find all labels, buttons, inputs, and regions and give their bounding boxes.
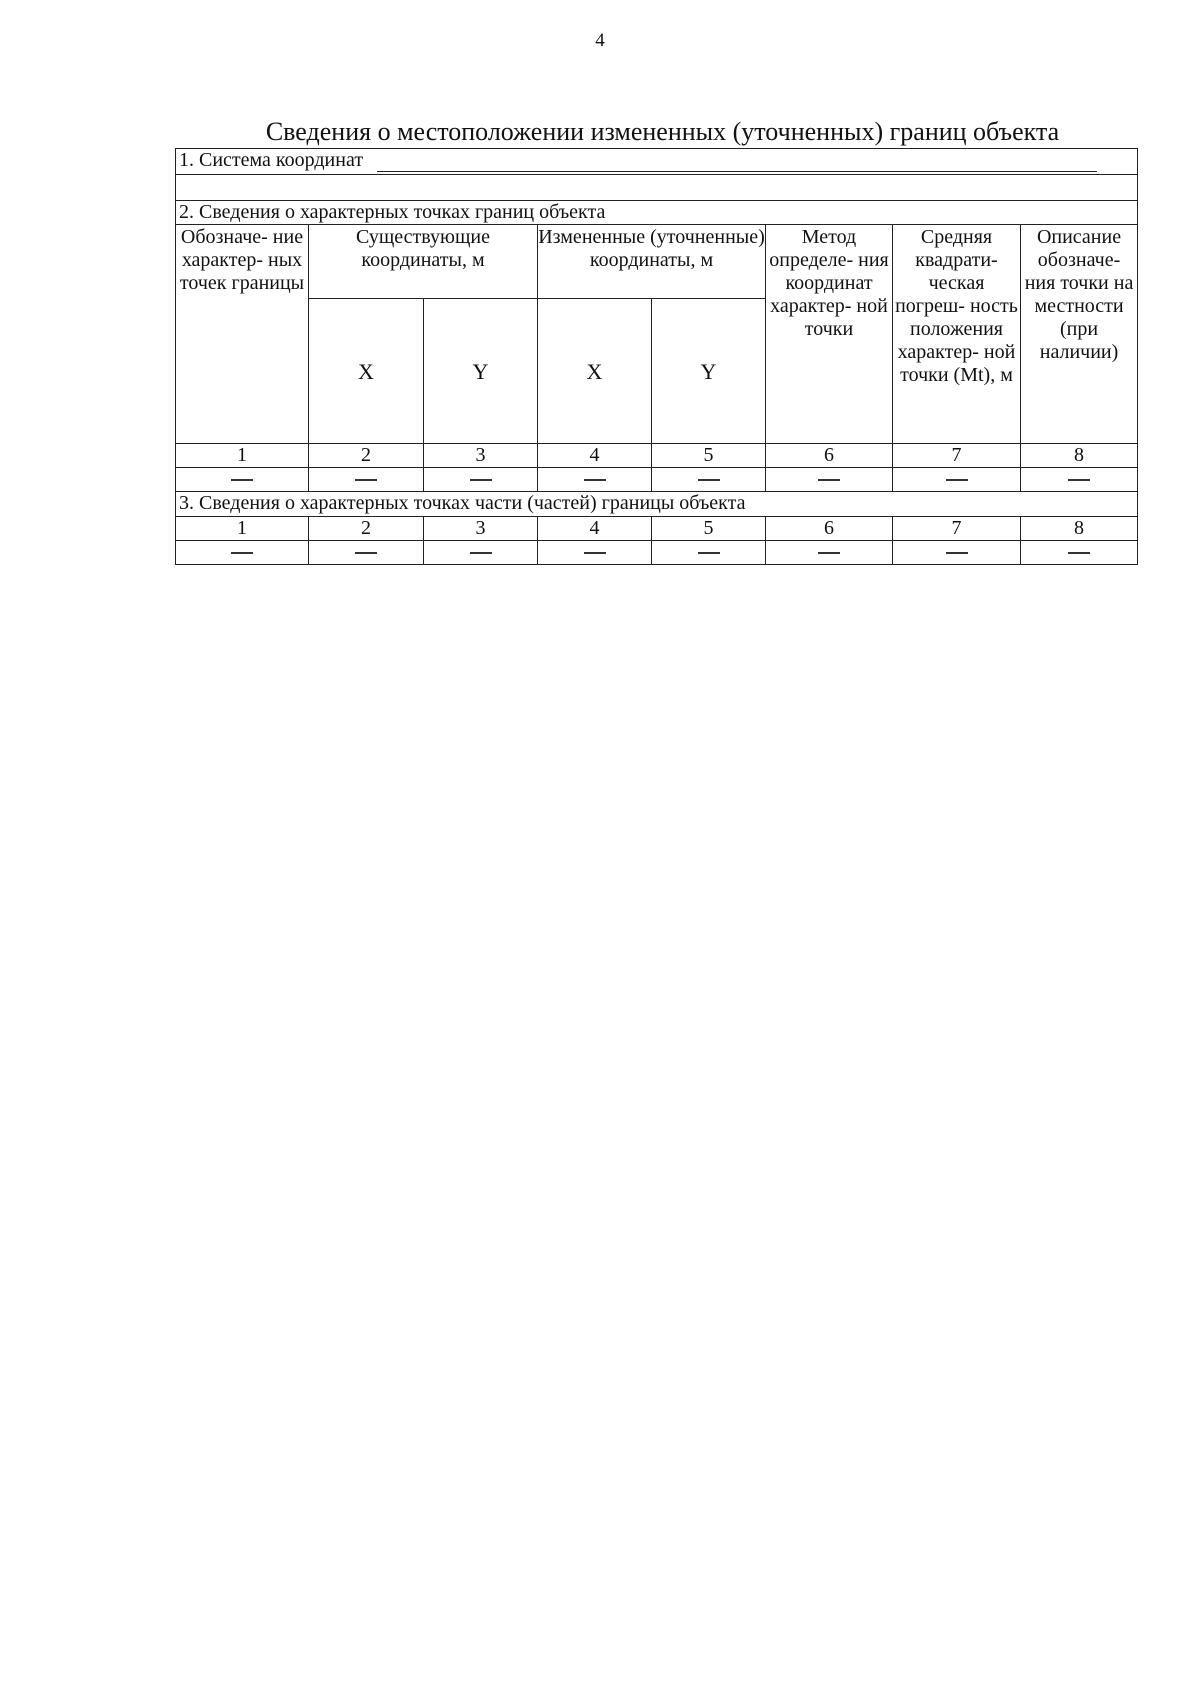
section3-label: 3. Сведения о характерных точках части (частей) границы объекта [176,492,1138,517]
empty-cell [766,541,893,565]
empty-cell [1021,468,1138,492]
dash-icon [584,479,606,481]
header-changed-y: Y [652,299,766,444]
column-number: 1 [176,517,309,541]
section2-header-row [176,225,1138,299]
blank-cell [176,175,1138,201]
header-changed-x: X [538,299,652,444]
section2-empty-row [176,468,1138,492]
coordinate-system-cell [176,149,1138,175]
blank-row [176,175,1138,201]
header-existing-coordinates: Существующие координаты, м [309,225,538,299]
header-description: Описание обозначе- ния точки на местности (при наличии) [1021,225,1138,444]
dash-icon [584,552,606,554]
empty-cell [766,468,893,492]
header-existing-y: Y [424,299,538,444]
empty-cell [1021,541,1138,565]
empty-cell [538,541,652,565]
column-number: 4 [538,517,652,541]
page-number: 4 [595,30,605,51]
dash-icon [818,552,840,554]
empty-cell [176,541,309,565]
empty-cell [538,468,652,492]
section3-label-row [176,492,1138,517]
empty-cell [309,468,424,492]
column-number: 5 [652,517,766,541]
boundary-table [175,148,1138,565]
dash-icon [698,479,720,481]
column-number: 2 [309,444,424,468]
section2-label: 2. Сведения о характерных точках границ объекта [176,201,1138,225]
column-number: 3 [424,444,538,468]
dash-icon [1068,479,1090,481]
column-number: 6 [766,444,893,468]
section3-number-row [176,517,1138,541]
section2-number-row [176,444,1138,468]
header-designation: Обозначе- ние характер- ных точек границы [176,225,309,444]
coordinate-system-underline [377,153,1097,172]
empty-cell [652,541,766,565]
dash-icon [355,552,377,554]
dash-icon [818,479,840,481]
empty-cell [176,468,309,492]
header-existing-x: X [309,299,424,444]
coordinate-system-label: 1. Система координат [179,149,364,171]
column-number: 1 [176,444,309,468]
column-number: 4 [538,444,652,468]
column-number: 3 [424,517,538,541]
column-number: 7 [893,517,1021,541]
dash-icon [470,552,492,554]
empty-cell [652,468,766,492]
dash-icon [946,552,968,554]
coordinate-system-row [176,149,1138,175]
empty-cell [309,541,424,565]
column-number: 8 [1021,517,1138,541]
header-error: Средняя квадрати- ческая погреш- ность положения характер- ной точки (Mt), м [893,225,1021,444]
dash-icon [946,479,968,481]
empty-cell [893,541,1021,565]
empty-cell [424,468,538,492]
section2-label-row [176,201,1138,225]
column-number: 6 [766,517,893,541]
dash-icon [1068,552,1090,554]
dash-icon [231,479,253,481]
dash-icon [231,552,253,554]
section3-empty-row [176,541,1138,565]
document-title: Сведения о местоположении измененных (уточненных) границ объекта [265,117,1060,146]
header-changed-coordinates: Измененные (уточненные) координаты, м [538,225,766,299]
empty-cell [893,468,1021,492]
column-number: 2 [309,517,424,541]
column-number: 8 [1021,444,1138,468]
empty-cell [424,541,538,565]
column-number: 7 [893,444,1021,468]
header-method: Метод определе- ния координат характер- ной точки [766,225,893,444]
dash-icon [470,479,492,481]
column-number: 5 [652,444,766,468]
dash-icon [698,552,720,554]
dash-icon [355,479,377,481]
